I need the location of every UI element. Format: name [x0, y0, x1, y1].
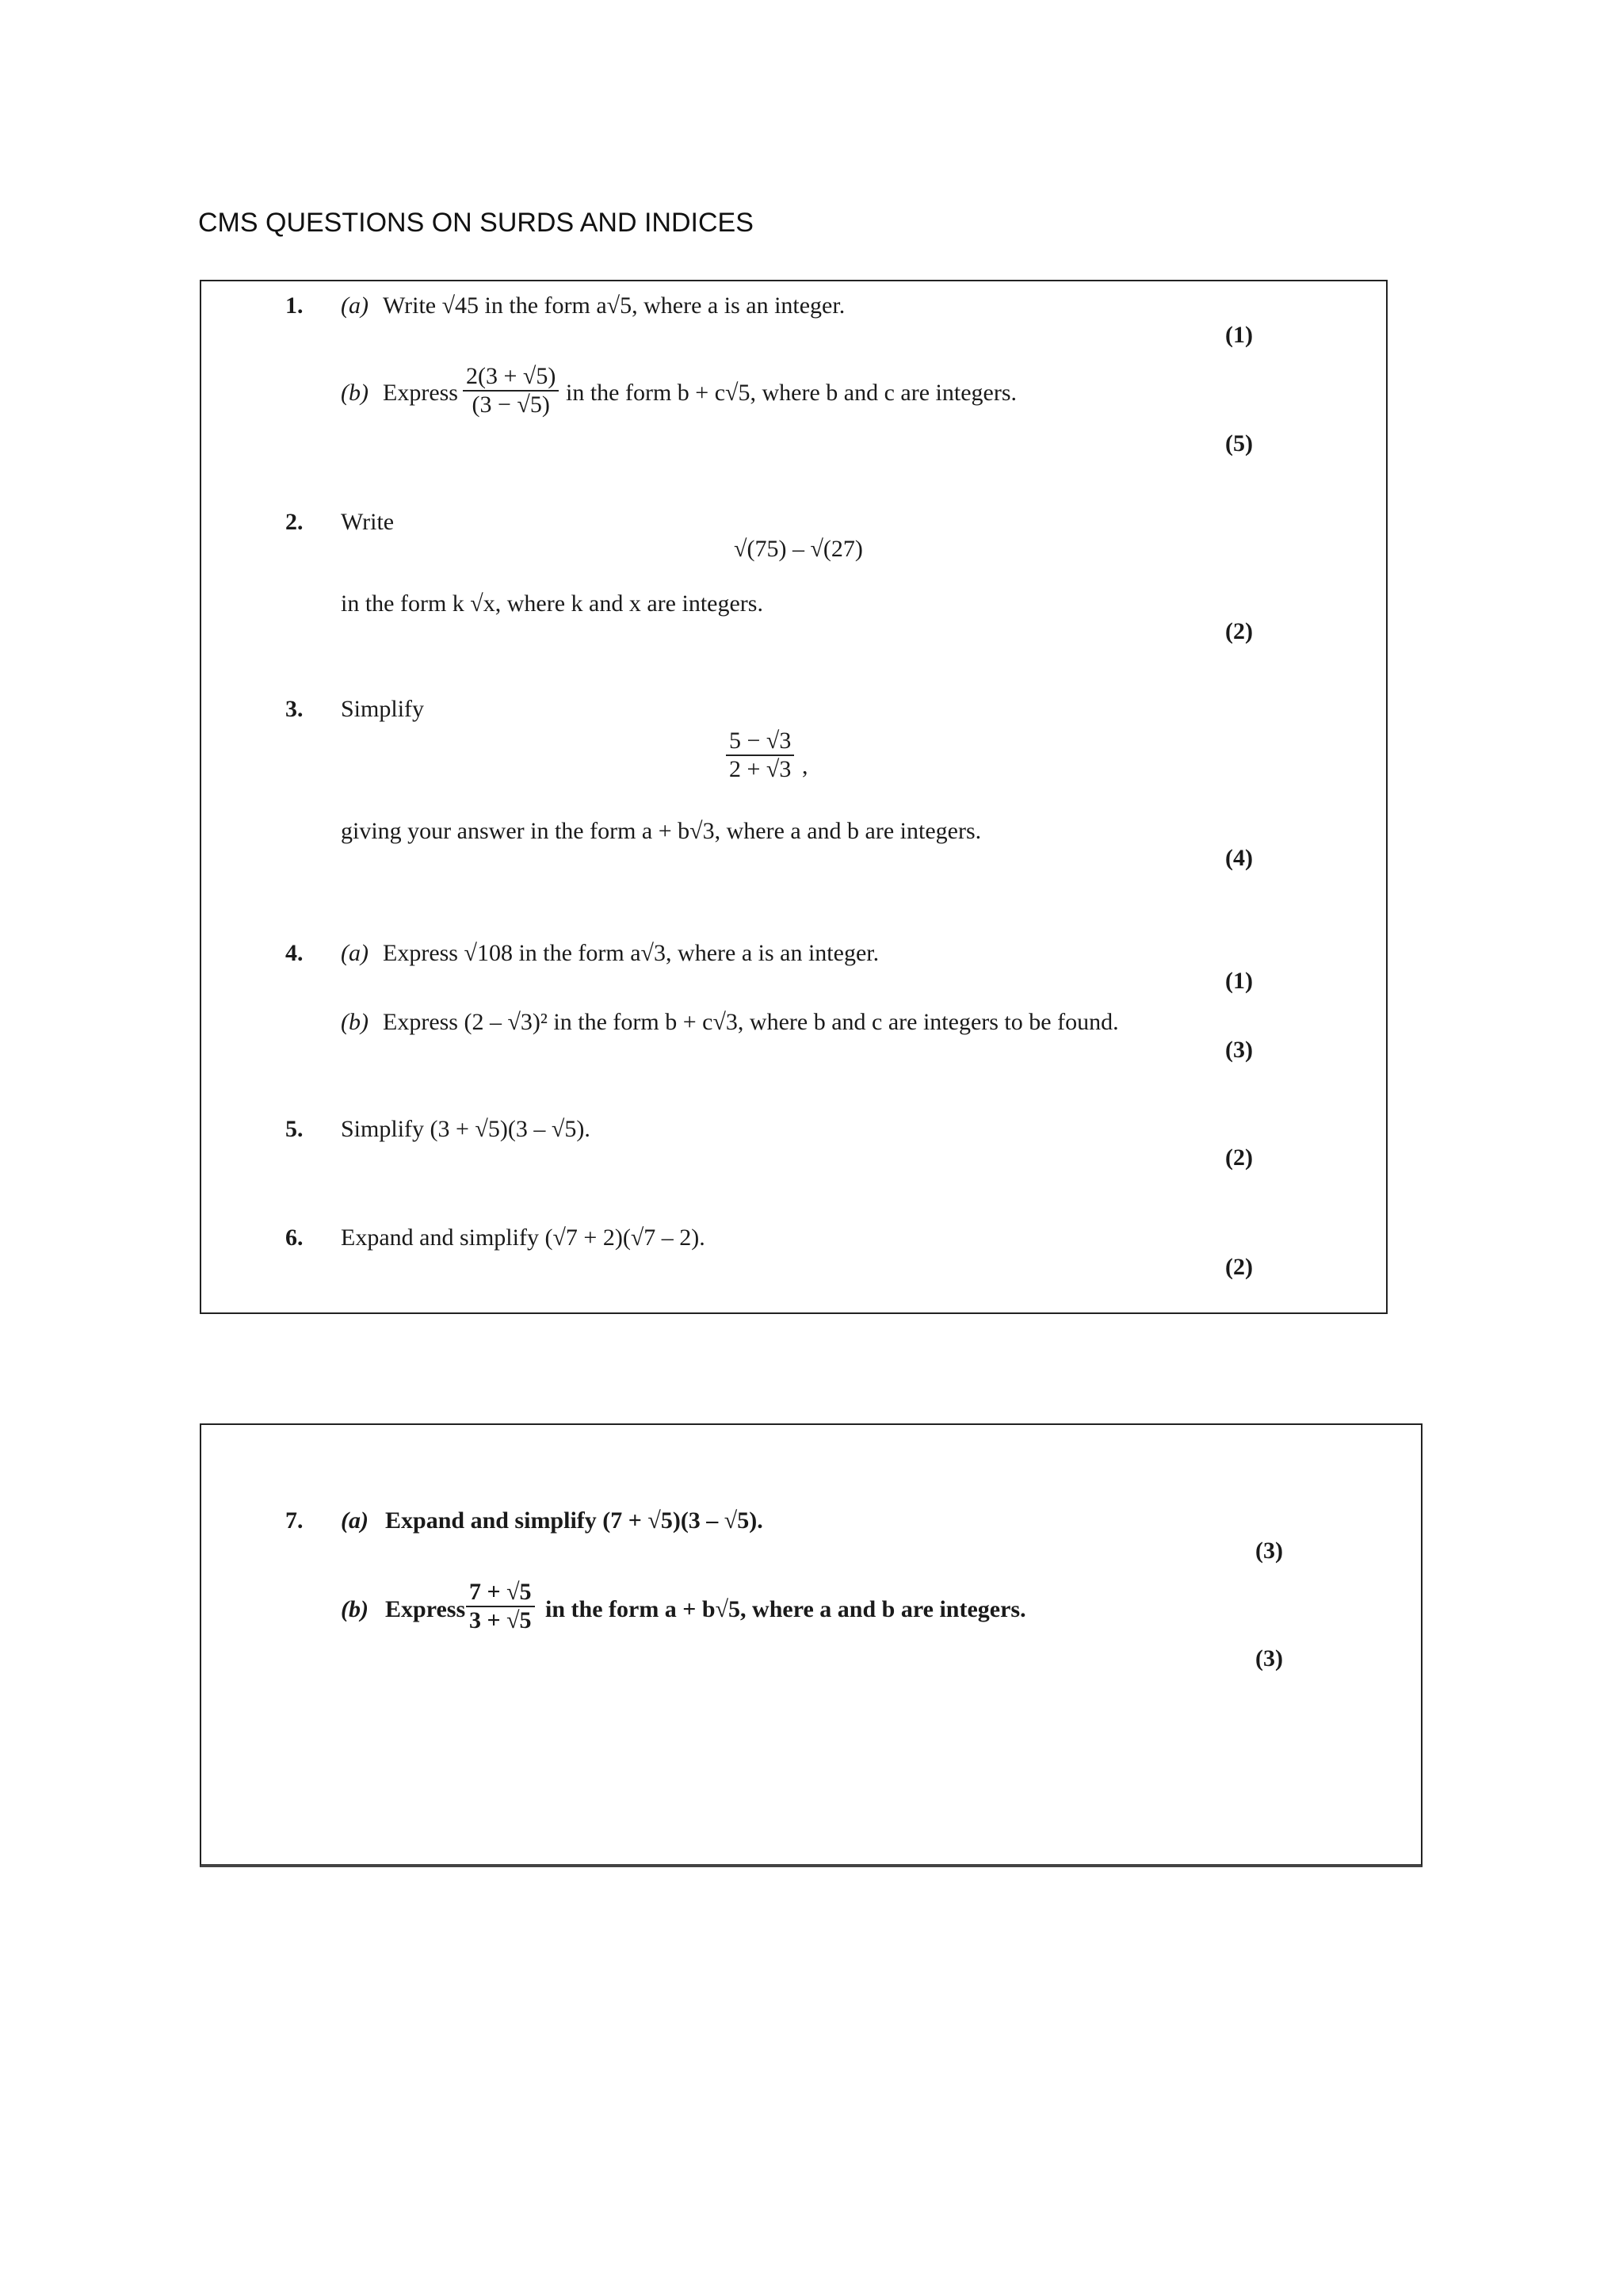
q7b-post: in the form a + b√5, where a and b are integers.	[545, 1596, 1026, 1622]
q1a-text: Write √45 in the form a√5, where a is an integer.	[383, 292, 846, 319]
q5-marks: (2)	[1225, 1144, 1253, 1171]
q3-numerator: 5 − √3	[729, 728, 792, 754]
page-title: CMS QUESTIONS ON SURDS AND INDICES	[198, 208, 754, 238]
q3-intro: Simplify	[341, 696, 425, 722]
q6-marks: (2)	[1225, 1254, 1253, 1280]
questions-box-1	[200, 280, 1388, 1314]
q2-expression: √(75) – √(27)	[734, 536, 863, 562]
q7b-numerator: 7 + √5	[469, 1579, 532, 1605]
q1a-label: (a)	[341, 292, 369, 319]
q4a-label: (a)	[341, 940, 369, 966]
q4b-label: (b)	[341, 1009, 369, 1035]
q7b-denominator: 3 + √5	[466, 1606, 535, 1634]
q7b-label: (b)	[341, 1596, 369, 1622]
q1b-post: in the form b + c√5, where b and c are integers.	[566, 380, 1018, 406]
q4a-text: Express √108 in the form a√3, where a is an integer.	[383, 940, 880, 966]
q3-text: giving your answer in the form a + b√3, where a and b are integers.	[341, 818, 982, 844]
q7a-label: (a)	[341, 1507, 369, 1534]
q3-comma: ,	[802, 753, 808, 779]
q4b-text: Express (2 – √3)² in the form b + c√3, where b and c are integers to be found.	[383, 1009, 1119, 1035]
q1b-numerator: 2(3 + √5)	[466, 363, 556, 389]
q2-marks: (2)	[1225, 618, 1253, 644]
q7b-fraction	[466, 1579, 535, 1634]
q1a-marks: (1)	[1225, 322, 1253, 348]
q3-fraction	[726, 728, 794, 783]
q1b-fraction	[463, 363, 559, 418]
q7-number: 7.	[285, 1507, 304, 1534]
q2-text: in the form k √x, where k and x are integers.	[341, 590, 763, 617]
q7b-marks: (3)	[1255, 1645, 1283, 1671]
q4a-marks: (1)	[1225, 968, 1253, 994]
q1b-marks: (5)	[1225, 430, 1253, 457]
q4b-marks: (3)	[1225, 1037, 1253, 1063]
q3-number: 3.	[285, 696, 304, 722]
q7a-marks: (3)	[1255, 1538, 1283, 1564]
q7a-text: Expand and simplify (7 + √5)(3 – √5).	[385, 1507, 763, 1534]
q2-intro: Write	[341, 509, 395, 535]
questions-box-2	[200, 1423, 1423, 1867]
q1-number: 1.	[285, 292, 304, 319]
q7b-pre: Express	[385, 1596, 466, 1622]
q1b-denominator: (3 − √5)	[463, 390, 559, 418]
q2-number: 2.	[285, 509, 304, 535]
q1b-pre: Express	[383, 380, 458, 406]
q3-denominator: 2 + √3	[726, 755, 794, 783]
q6-text: Expand and simplify (√7 + 2)(√7 – 2).	[341, 1224, 705, 1251]
q5-text: Simplify (3 + √5)(3 – √5).	[341, 1116, 590, 1142]
q5-number: 5.	[285, 1116, 304, 1142]
q1b-label: (b)	[341, 380, 369, 406]
q6-number: 6.	[285, 1224, 304, 1251]
q3-marks: (4)	[1225, 845, 1253, 871]
q4-number: 4.	[285, 940, 304, 966]
